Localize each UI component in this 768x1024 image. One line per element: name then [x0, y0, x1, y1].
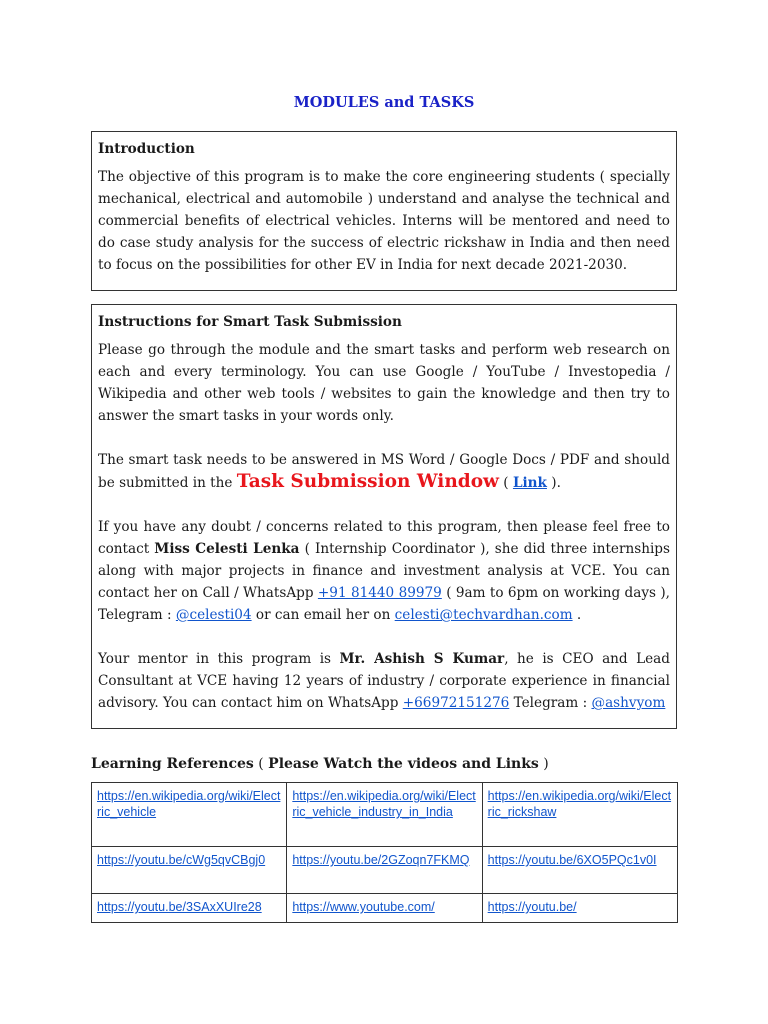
reference-link[interactable]: https://youtu.be/3SAxXUIre28 [97, 900, 262, 914]
table-row [92, 894, 678, 923]
reference-link[interactable]: https://youtu.be/ [487, 900, 577, 914]
reference-link[interactable]: https://youtu.be/cWg5qvCBgj0 [97, 853, 266, 867]
coordinator-text-e: . [572, 607, 582, 623]
references-paren-open: ( [253, 756, 269, 772]
reference-link[interactable]: https://www.youtube.com/ [292, 900, 435, 914]
table-row [92, 783, 678, 847]
references-table [91, 782, 678, 923]
reference-link[interactable]: https://youtu.be/6XO5PQc1v0I [487, 853, 657, 867]
task-submission-link[interactable]: Link [512, 475, 547, 491]
references-heading-sub: Please Watch the videos and Links [268, 756, 539, 772]
instructions-paragraph-submission [98, 449, 670, 494]
reference-link-cell[interactable] [92, 847, 287, 894]
mentor-text-b: , he is CEO and Lead Consultant at VCE having 12 years of industry / corporate experience in financial advisory. You can contact him on WhatsApp [98, 651, 670, 711]
coordinator-text-d: or can email her on [251, 607, 395, 623]
paren-close: ). [546, 475, 561, 491]
introduction-heading: Introduction [98, 141, 195, 157]
introduction-text: The objective of this program is to make the core engineering students ( specially mechanical, electrical and automobile ) understand and analyse the technical and commercial benefits of electrical vehicles. Interns will be mentored and need to do case study analysis for the success of electric rickshaw in India and then need to focus on the possibilities for other EV in India for next decade 2021-2030. [98, 169, 670, 273]
coordinator-email-link[interactable]: celesti@techvardhan.com [394, 607, 573, 623]
reference-link-cell[interactable] [482, 783, 677, 847]
reference-link-cell[interactable] [482, 894, 677, 923]
coordinator-telegram-link[interactable]: @celesti04 [175, 607, 252, 623]
page-title: MODULES and TASKS [293, 94, 475, 111]
reference-link-cell[interactable] [287, 783, 482, 847]
reference-link[interactable]: https://youtu.be/2GZoqn7FKMQ [292, 853, 470, 867]
instructions-paragraph-coordinator [98, 516, 670, 626]
reference-link-cell[interactable] [287, 894, 482, 923]
instructions-paragraph-mentor [98, 648, 670, 714]
reference-link-cell[interactable] [92, 783, 287, 847]
coordinator-text-b: ( Internship Coordinator ), she did three internships along with major projects in finance and investment analysis at VCE. You can contact her on Call / WhatsApp [98, 541, 670, 601]
mentor-text-c: Telegram : [509, 695, 592, 711]
reference-link[interactable]: https://en.wikipedia.org/wiki/Electric_rickshaw [487, 789, 672, 819]
references-heading-main: Learning References [91, 756, 254, 772]
coordinator-phone-link[interactable]: +91 81440 89979 [317, 585, 442, 601]
instructions-paragraph-research: Please go through the module and the smart tasks and perform web research on each and every terminology. You can use Google / YouTube / Investopedia / Wikipedia and other web tools / websites to gain the knowledge and then try to answer the smart tasks in your words only. [98, 342, 670, 424]
coordinator-text-c: ( 9am to 6pm on working days ), Telegram : [98, 585, 670, 623]
mentor-text-a: Your mentor in this program is [98, 651, 340, 667]
references-paren-close: ) [538, 756, 549, 772]
reference-link-cell[interactable] [482, 847, 677, 894]
table-row [92, 847, 678, 894]
learning-references-heading [91, 756, 549, 772]
mentor-phone-link[interactable]: +66972151276 [402, 695, 510, 711]
coordinator-text-a: If you have any doubt / concerns related to this program, then please feel free to contact [98, 519, 670, 557]
reference-link[interactable]: https://en.wikipedia.org/wiki/Electric_vehicle_industry_in_India [292, 789, 476, 819]
reference-link[interactable]: https://en.wikipedia.org/wiki/Electric_vehicle [97, 789, 281, 819]
instructions-box [91, 304, 677, 729]
mentor-telegram-link[interactable]: @ashvyom [591, 695, 666, 711]
paren-open: ( [498, 475, 513, 491]
reference-link-cell[interactable] [92, 894, 287, 923]
instructions-heading: Instructions for Smart Task Submission [98, 314, 402, 330]
task-submission-window-label: Task Submission Window [236, 471, 499, 492]
submission-text: The smart task needs to be answered in MS Word / Google Docs / PDF and should be submitted in the [98, 452, 670, 491]
reference-link-cell[interactable] [287, 847, 482, 894]
coordinator-name: Miss Celesti Lenka [154, 541, 300, 557]
mentor-name: Mr. Ashish S Kumar [339, 651, 505, 667]
introduction-box [91, 131, 677, 291]
